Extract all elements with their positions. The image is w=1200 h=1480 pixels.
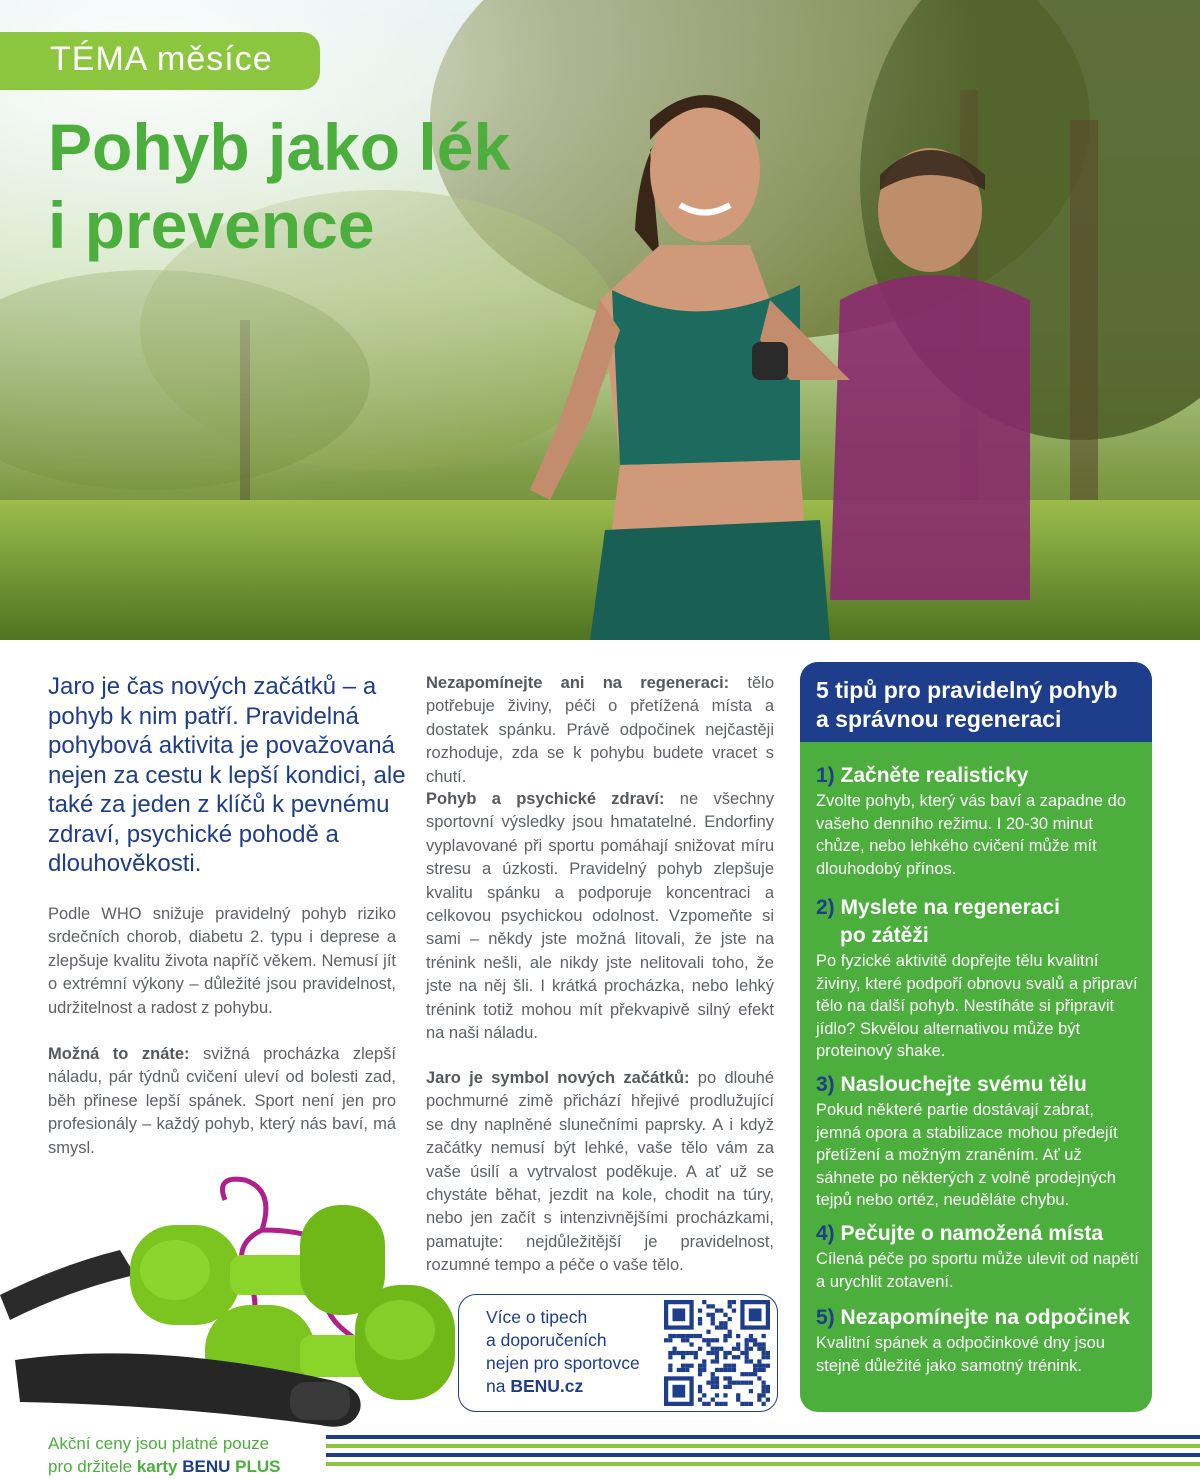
tip-title: 4) Pečujte o namožená místa [816,1222,1104,1245]
benu-brand: BENU [182,1457,231,1476]
tip-item [816,1304,1142,1377]
qr-callout-line: a doporučeních [486,1330,607,1350]
benu-link[interactable]: BENU.cz [510,1376,584,1396]
tip-body: Kvalitní spánek a odpočinkové dny jsou stejně důležité jako samotný trénink. [816,1334,1105,1375]
paragraph-text: svižná procházka zlepší náladu, pár týdnů cvičení uleví od bolesti zad, běh přinese lepší spánek. Sport není jen pro profesionály – každý pohyb, který nás baví, má smysl. [48,1045,396,1157]
qr-callout-line: na BENU.cz [486,1376,584,1396]
tip-body: Cílená péče po sportu může ulevit od napětí a urychlit zotavení. [816,1250,1139,1291]
dumbbells-illustration [0,1170,460,1440]
qr-callout-text [486,1306,656,1398]
tips-panel [800,662,1152,1412]
tip-body: Zvolte pohyb, který vás baví a zapadne do vašeho denního režimu. I 20-30 minut chůze, nebo lehkého cvičení může mít dlouhodobý přínos. [816,792,1127,878]
tip-item [816,894,1142,1063]
qr-code[interactable] [664,1300,770,1406]
paragraph-label: Možná to znáte: [48,1045,190,1063]
body-paragraph-who: Podle WHO snižuje pravidelný pohyb riziko srdečních chorob, diabetu 2. typu i deprese a zlepšuje kvalitu života napříč věkem. Nemusí jít o extrémní výkony – důležité jsou pravidelnost, udržitelnost a radost z pohybu. [48,905,396,1017]
tip-title: 3) Naslouchejte svému tělu [816,1073,1087,1096]
body-paragraph-jaro [426,1067,774,1278]
qr-callout-line: Více o tipech [486,1307,588,1327]
page-title [48,108,608,264]
paragraph-label: Jaro je symbol nových začátků: [426,1069,690,1087]
qr-callout-line: nejen pro sportovce [486,1353,640,1373]
paragraph-label: Nezapomínejte ani na regeneraci: [426,674,730,692]
paragraph-label: Pohyb a psychické zdraví: [426,790,665,808]
footer-stripes [326,1435,1200,1475]
hero-photo [0,0,1200,640]
body-paragraph-mozna-to-znate [48,1043,396,1160]
section-kicker: TÉMA měsíce [0,32,320,90]
tip-title: 2) Myslete na regeneraci po zátěži [816,896,1060,947]
tip-item [816,1220,1142,1293]
tip-title: 1) Začněte realisticky [816,764,1029,787]
tip-item [816,762,1142,880]
body-paragraph-regenerace [426,672,774,789]
tips-heading: 5 tipů pro pravidelný pohyb a správnou regeneraci [800,662,1152,742]
paragraph-text: po dlouhé pochmurné zimě přichází hřejivé prodlužující se dny naplněné slunečními paprsky. A i když začátky nemusí být lehké, vaše tělo vám za vaše úsilí a vytrvalost poděkuje. A ať už se chystáte běhat, jezdit na kole, chodit na túry, nebo jen začít s intenzivnějšími procházkami, pamatujte: nejdůležitější je pravidelnost, rozumné tempo a péče o vaše tělo. [426,1069,774,1275]
body-paragraph-psychicke-zdravi [426,788,774,1045]
lead-paragraph: Jaro je čas nových začátků – a pohyb k nim patří. Pravidelná pohybová aktivita je považovaná nejen za cestu k lepší kondici, ale také za jeden z klíčů k pevnému zdraví, psychické pohodě a dlouhověkosti. [48,673,406,877]
footer-note: Akční ceny jsou platné pouze pro držitele karty BENU PLUS [48,1434,281,1476]
page-title-line-2: i prevence [48,188,375,262]
tip-body: Pokud některé partie dostávají zabrat, jemná opora a stabilizace mohou předejít přetížení a možným zraněním. Ať už sáhnete po některých z volně prodejných tejpů nebo ortéz, neuděláte chybu. [816,1101,1118,1209]
paragraph-text: ne všechny sportovní výsledky jsou hmatatelné. Endorfiny vyplavované při sportu pomáhají snižovat míru stresu a úzkosti. Pravidelný pohyb zlepšuje kvalitu spánku a podporuje koncentraci a celkovou psychickou odolnost. Vzpomeňte si sami – někdy jste možná litovali, že jste na trénink nešli, ale nikdy jste nelitovali toho, že jste na něj šli. I krátká procházka, nebo lehký trénink totiž mohou mít překvapivě silný efekt na naši náladu. [426,790,774,1043]
page-title-line-1: Pohyb jako lék [48,110,511,184]
tip-item [816,1071,1142,1212]
paragraph-text: tělo potřebuje živiny, péči o přetížená místa a dostatek spánku. Právě odpočinek nejčastěji rozhoduje, zda se k pohybu budete vracet s chutí. [426,674,774,786]
tip-title: 5) Nezapomínejte na odpočinek [816,1306,1130,1329]
hero-illustration [0,0,1200,640]
tip-body: Po fyzické aktivitě dopřejte tělu kvalitní živiny, které podpoří obnovu svalů a připraví tělo na další pohyb. Nestíháte si připravit jídlo? Skvělou alternativou může být proteinový shake. [816,952,1138,1060]
